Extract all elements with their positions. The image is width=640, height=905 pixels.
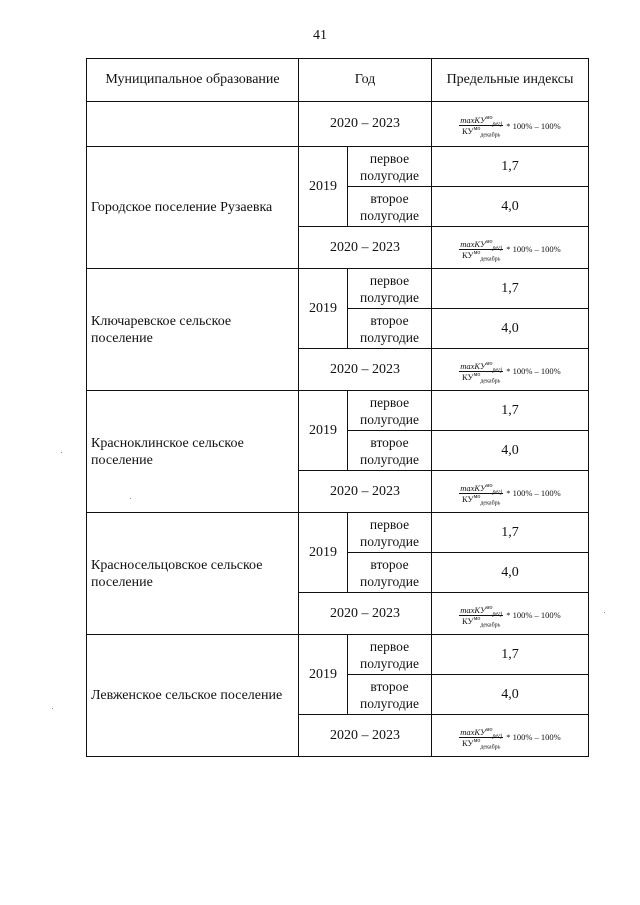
first-half-label: первое полугодие [348,513,432,553]
index-formula: $\frac{\max КУ^{мо}_{peгj}}{КУ^{мо}_{декабрь}}$ * 100% – 100% [460,360,561,385]
period-cell: 2020 – 2023 [299,227,432,269]
first-half-label: первое полугодие [348,269,432,309]
page-number: 41 [313,28,327,43]
table-row [87,635,589,675]
table-row [87,269,589,309]
year-cell: 2019 [299,147,348,227]
empty-municipality-cell [87,102,299,147]
second-half-label: второе полугодие [348,431,432,471]
period-cell: 2020 – 2023 [299,349,432,391]
second-half-label: второе полугодие [348,309,432,349]
indices-table [86,58,589,757]
formula-cell [432,227,589,269]
second-half-label: второе полугодие [348,553,432,593]
formula-cell [432,349,589,391]
index-formula: $\frac{\max КУ^{мо}_{peгj}}{КУ^{мо}_{декабрь}}$ * 100% – 100% [460,604,561,629]
municipality-name: Городское поселение Рузаевка [87,147,299,269]
period-cell: 2020 – 2023 [299,102,432,147]
index-formula: $\frac{\max КУ^{мо}_{peгj}}{КУ^{мо}_{декабрь}}$ * 100% – 100% [460,482,561,507]
municipality-name: Левженское сельское поселение [87,635,299,757]
table-row [87,513,589,553]
second-half-index: 4,0 [432,675,589,715]
municipality-name: Красносельцовское сельское поселение [87,513,299,635]
first-half-index: 1,7 [432,147,589,187]
second-half-index: 4,0 [432,431,589,471]
first-half-label: первое полугодие [348,147,432,187]
period-cell: 2020 – 2023 [299,471,432,513]
formula-cell [432,102,589,147]
year-cell: 2019 [299,635,348,715]
table-row [87,391,589,431]
table-row [87,147,589,187]
year-cell: 2019 [299,269,348,349]
first-half-index: 1,7 [432,269,589,309]
index-formula: $\frac{\max КУ^{мо}_{peгj}}{КУ^{мо}_{декабрь}}$ * 100% – 100% [460,726,561,751]
index-formula: $\frac{\max КУ^{мо}_{peгj}}{КУ^{мо}_{декабрь}}$ * 100% – 100% [460,115,561,139]
second-half-label: второе полугодие [348,675,432,715]
first-half-index: 1,7 [432,635,589,675]
first-half-index: 1,7 [432,513,589,553]
second-half-index: 4,0 [432,309,589,349]
period-cell: 2020 – 2023 [299,715,432,757]
municipality-name: Ключаревское сельское поселение [87,269,299,391]
year-cell: 2019 [299,391,348,471]
header-year: Год [299,59,432,102]
index-formula: $\frac{\max КУ^{мо}_{peгj}}{КУ^{мо}_{декабрь}}$ * 100% – 100% [460,238,561,263]
second-half-label: второе полугодие [348,187,432,227]
header-row [87,59,589,102]
header-municipality: Муниципальное образование [87,59,299,102]
first-half-label: первое полугодие [348,635,432,675]
table-row [87,102,589,147]
table-body [87,102,589,757]
municipality-name: Красноклинское сельское поселение [87,391,299,513]
second-half-index: 4,0 [432,553,589,593]
formula-cell [432,715,589,757]
formula-cell [432,593,589,635]
second-half-index: 4,0 [432,187,589,227]
year-cell: 2019 [299,513,348,593]
formula-cell [432,471,589,513]
period-cell: 2020 – 2023 [299,593,432,635]
header-index: Предельные индексы [432,59,589,102]
first-half-index: 1,7 [432,391,589,431]
first-half-label: первое полугодие [348,391,432,431]
